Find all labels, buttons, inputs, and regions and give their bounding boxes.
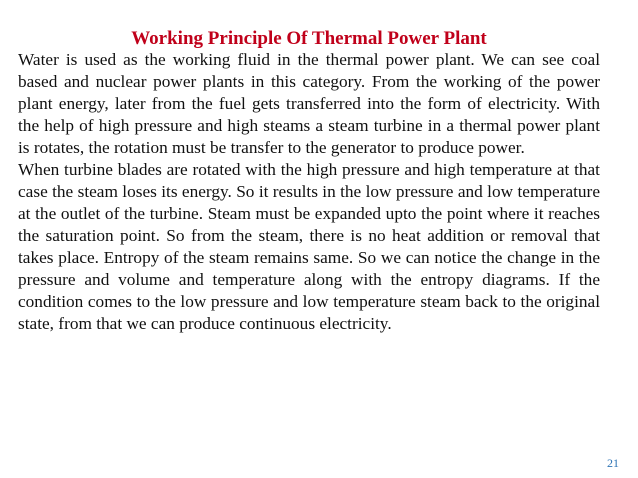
body-paragraph-1: Water is used as the working fluid in the thermal power plant. We can see coal based and nuclear power plants in this category. From the working of the power plant energy, later from the fuel gets transferred into the form of electricity. With the help of high pressure and high steams a steam turbine in a thermal power plant is rotates, the rotation must be transfer to the generator to produce power. [18, 50, 600, 157]
page-number: 21 [607, 456, 619, 470]
body-paragraph-2: When turbine blades are rotated with the high pressure and high temperature at that case the steam loses its energy. So it results in the low pressure and low temperature at the outlet of the turbine. Steam must be expanded upto the point where it reaches the saturation point. So from the steam, there is no heat addition or removal that takes place. Entropy of the steam remains same. So we can notice the change in the pressure and volume and temperature along with the entropy diagrams. If the condition comes to the low pressure and low temperature steam back to the original state, from that we can produce continuous electricity. [18, 160, 600, 333]
slide-body [18, 49, 600, 335]
slide-title: Working Principle Of Thermal Power Plant [131, 28, 487, 49]
